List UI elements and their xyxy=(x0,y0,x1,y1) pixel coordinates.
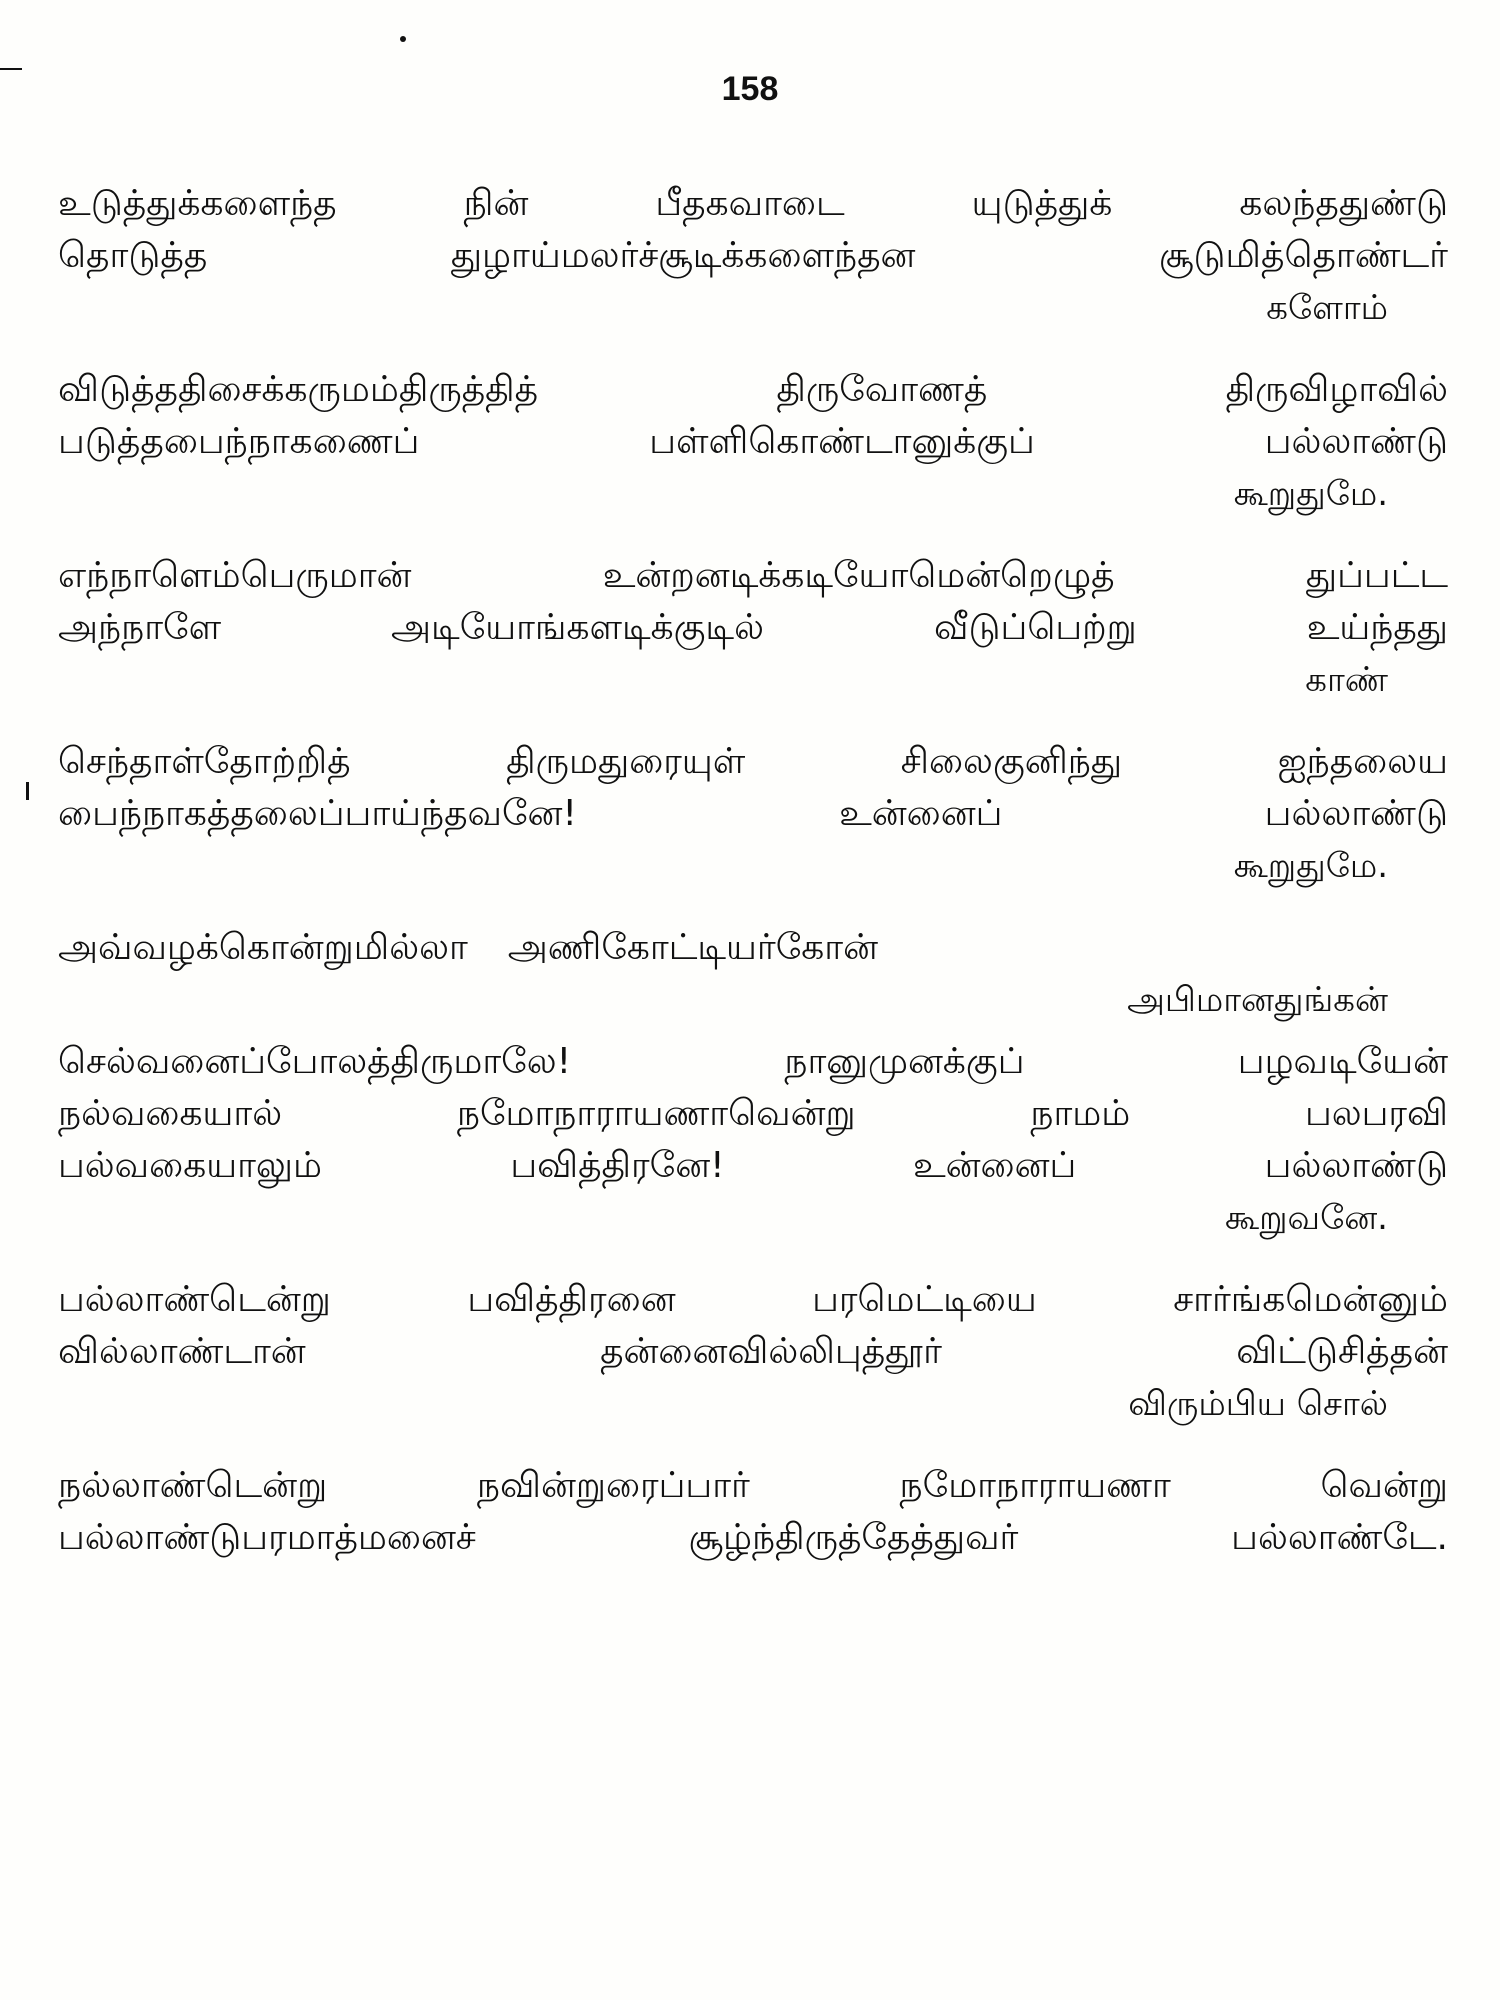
verse-word: நின் xyxy=(463,183,529,224)
verse-word: உன்னைப் xyxy=(839,793,1003,834)
verse-word: பல்லாண்டென்று xyxy=(58,1279,331,1320)
stanza xyxy=(58,736,1448,892)
verse-word: தொடுத்த xyxy=(58,235,208,276)
verse-word: பலபரவி xyxy=(1304,1093,1448,1134)
verse-word: பல்லாண்டு xyxy=(1264,1145,1448,1186)
verse-word: நானுமுனக்குப் xyxy=(784,1041,1025,1082)
poem-body xyxy=(58,178,1448,1594)
verse-word: வீடுப்பெற்று xyxy=(933,607,1137,648)
verse-word: பழவடியேன் xyxy=(1237,1041,1448,1082)
verse-word: உன்றனடிக்கடியோமென்றெழுத் xyxy=(602,555,1115,596)
verse-word: அணிகோட்டியர்கோன் xyxy=(507,927,879,968)
verse-word: நவின்றுரைப்பார் xyxy=(476,1465,750,1506)
verse-word: உடுத்துக்களைந்த xyxy=(58,183,337,224)
verse-line xyxy=(58,416,1448,468)
verse-word: பவித்திரனை xyxy=(467,1279,676,1320)
verse-word: பல்வகையாலும் xyxy=(58,1145,322,1186)
verse-word: பல்லாண்டே. xyxy=(1231,1517,1448,1558)
verse-word: திருவோணத் xyxy=(776,369,988,410)
verse-word: ஐந்தலைய xyxy=(1277,741,1448,782)
stanza xyxy=(58,364,1448,520)
verse-continuation: அபிமானதுங்கன் xyxy=(1127,980,1388,1020)
verse-word: சிலைகுனிந்து xyxy=(900,741,1123,782)
stanza xyxy=(58,1036,1448,1244)
verse-word: சார்ங்கமென்னும் xyxy=(1173,1279,1448,1320)
verse-line xyxy=(58,364,1448,416)
verse-continuation: கூறுதுமே. xyxy=(1233,846,1388,886)
verse-continuation: கூறுவனே. xyxy=(1225,1198,1388,1238)
verse-word: அந்நாளே xyxy=(58,607,222,648)
scan-speck xyxy=(400,36,406,42)
verse-word: சூடுமித்தொண்டர் xyxy=(1158,235,1448,276)
verse-word: பல்லாண்டுபரமாத்மனைச் xyxy=(58,1517,476,1558)
verse-line xyxy=(58,550,1448,602)
verse-word: தன்னைவில்லிபுத்தூர் xyxy=(600,1331,942,1372)
verse-word: பல்லாண்டு xyxy=(1264,793,1448,834)
verse-word: கலந்ததுண்டு xyxy=(1239,183,1448,224)
stanza xyxy=(58,1460,1448,1564)
verse-word: பல்லாண்டு xyxy=(1264,421,1448,462)
verse-line xyxy=(58,1512,1448,1564)
verse-word: உன்னைப் xyxy=(912,1145,1077,1186)
verse-word: வென்று xyxy=(1320,1465,1448,1506)
verse-word: சூழ்ந்திருத்தேத்துவர் xyxy=(688,1517,1019,1558)
page-number: 158 xyxy=(721,70,779,108)
stanza xyxy=(58,178,1448,334)
verse-word: நல்லாண்டென்று xyxy=(58,1465,328,1506)
stanza xyxy=(58,1274,1448,1430)
verse-continuation: களோம் xyxy=(1266,288,1388,328)
verse-word: அவ்வழக்கொன்றுமில்லா xyxy=(58,927,468,968)
verse-word: பைந்நாகத்தலைப்பாய்ந்தவனே! xyxy=(58,793,577,834)
verse-word: செந்தாள்தோற்றித் xyxy=(58,741,351,782)
verse-continuation: கூறுதுமே. xyxy=(1233,474,1388,514)
verse-word: நல்வகையால் xyxy=(58,1093,283,1134)
verse-word: நமோநாராயணாவென்று xyxy=(456,1093,856,1134)
verse-line xyxy=(58,922,1448,974)
verse-line xyxy=(58,230,1448,282)
scan-margin-tick xyxy=(26,782,29,800)
verse-word: நமோநாராயணா xyxy=(899,1465,1171,1506)
verse-line xyxy=(58,1274,1448,1326)
verse-continuation: விரும்பிய சொல் xyxy=(1128,1384,1388,1424)
verse-line xyxy=(58,178,1448,230)
verse-line xyxy=(58,1036,1448,1088)
verse-word: துழாய்மலர்ச்சூடிக்களைந்தன xyxy=(450,235,916,276)
verse-word: எந்நாளெம்பெருமான் xyxy=(58,555,412,596)
verse-word: படுத்தபைந்நாகணைப் xyxy=(58,421,420,462)
stanza xyxy=(58,922,1448,1026)
verse-word: செல்வனைப்போலத்திருமாலே! xyxy=(58,1041,572,1082)
verse-word: பீதகவாடை xyxy=(655,183,845,224)
stanza xyxy=(58,550,1448,706)
verse-word: நாமம் xyxy=(1030,1093,1131,1134)
verse-line xyxy=(58,736,1448,788)
verse-word: வில்லாண்டான் xyxy=(58,1331,306,1372)
verse-word: விட்டுசித்தன் xyxy=(1236,1331,1448,1372)
verse-word: யுடுத்துக் xyxy=(971,183,1113,224)
verse-line xyxy=(58,1140,1448,1192)
verse-continuation: காண் xyxy=(1305,660,1388,700)
verse-line xyxy=(58,1326,1448,1378)
verse-word: பள்ளிகொண்டானுக்குப் xyxy=(649,421,1035,462)
verse-line xyxy=(58,602,1448,654)
verse-line xyxy=(58,1460,1448,1512)
verse-word: அடியோங்களடிக்குடில் xyxy=(391,607,764,648)
verse-word: விடுத்ததிசைக்கருமம்திருத்தித் xyxy=(58,369,539,410)
verse-word: திருவிழாவில் xyxy=(1225,369,1448,410)
verse-word: துப்பட்ட xyxy=(1305,555,1448,596)
verse-word: உய்ந்தது xyxy=(1306,607,1448,648)
verse-line xyxy=(58,1088,1448,1140)
verse-word: பரமெட்டியை xyxy=(812,1279,1037,1320)
verse-word: திருமதுரையுள் xyxy=(506,741,746,782)
verse-word: பவித்திரனே! xyxy=(510,1145,725,1186)
verse-line xyxy=(58,788,1448,840)
